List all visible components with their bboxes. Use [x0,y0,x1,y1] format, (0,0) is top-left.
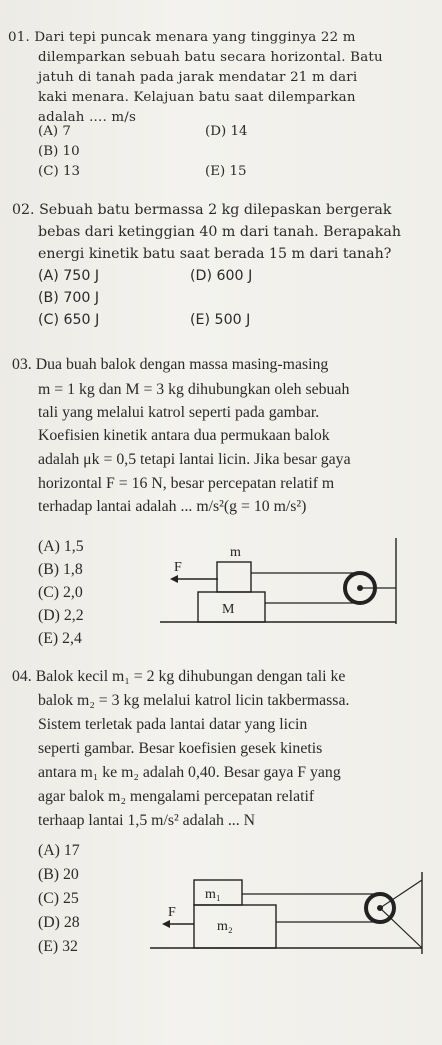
q4-option-c[interactable]: (C) 25 [38,890,79,907]
q3-mass-m-label: m [230,545,241,560]
q2-option-c[interactable]: (C) 650 J [38,312,100,328]
q3-option-d[interactable]: (D) 2,2 [38,607,84,624]
q3-block-m [217,562,251,592]
q1-line: jatuh di tanah pada jarak mendatar 21 m dari [38,70,358,85]
q1-line: adalah .... m/s [38,110,137,125]
q1-line: kaki menara. Kelajuan batu saat dilemparkan [38,90,356,105]
q3-option-e[interactable]: (E) 2,4 [38,630,82,647]
q3-option-b[interactable]: (B) 1,8 [38,561,83,578]
q3-force-arrowhead [170,575,178,583]
q4-line: antara m₁ ke m₂ adalah 0,40. Besar gaya F yang [38,764,341,781]
q1-line: 01. Dari tepi puncak menara yang tingginya 22 m [8,30,356,45]
q4-option-e[interactable]: (E) 32 [38,938,78,955]
q4-force-label: F [168,905,176,920]
q2-option-a[interactable]: (A) 750 J [38,268,100,284]
q2-line: energi kinetik batu saat berada 15 m dari tanah? [38,246,392,262]
q3-line: terhadap lantai adalah ... m/s²(g = 10 m/s²) [38,498,307,515]
q4-line: agar balok m₂ mengalami percepatan relatif [38,788,315,805]
q4-force-arrowhead [162,920,170,928]
q1-option-b[interactable]: (B) 10 [38,144,80,159]
q1-line: dilemparkan sebuah batu secara horizontal. Batu [38,50,383,65]
q4-pulley-diagram [150,872,440,964]
q3-line: Koefisien kinetik antara dua permukaan balok [38,427,330,444]
q4-line: seperti gambar. Besar koefisien gesek kinetis [38,740,323,757]
q3-pulley-diagram [160,530,420,630]
q1-option-c[interactable]: (C) 13 [38,164,80,179]
q3-line: m = 1 kg dan M = 3 kg dihubungkan oleh sebuah [38,381,350,398]
q4-block-m2 [194,905,276,948]
q2-option-b[interactable]: (B) 700 J [38,290,100,306]
q4-option-d[interactable]: (D) 28 [38,914,80,931]
q2-line: 02. Sebuah batu bermassa 2 kg dilepaskan bergerak [12,202,392,218]
q4-mass-m2-label: m₂ [217,919,233,934]
q1-option-e[interactable]: (E) 15 [205,164,247,179]
q4-line: terhaap lantai 1,5 m/s² adalah ... N [38,812,256,829]
q3-option-a[interactable]: (A) 1,5 [38,538,84,555]
q3-line: horizontal F = 16 N, besar percepatan relatif m [38,475,335,492]
q4-option-b[interactable]: (B) 20 [38,866,79,883]
q1-option-d[interactable]: (D) 14 [205,124,248,139]
q3-mass-M-label: M [222,602,235,617]
q4-option-a[interactable]: (A) 17 [38,842,80,859]
q3-line: tali yang melalui katrol seperti pada gambar. [38,404,320,421]
q4-pulley-mount-lower [380,908,422,948]
q4-mass-m1-label: m₁ [205,887,221,902]
q3-line: adalah μk = 0,5 tetapi lantai licin. Jika besar gaya [38,451,351,468]
q3-force-label: F [174,560,182,575]
q2-option-e[interactable]: (E) 500 J [190,312,251,328]
q4-line: balok m₂ = 3 kg melalui katrol licin takbermassa. [38,692,350,709]
q3-option-c[interactable]: (C) 2,0 [38,584,83,601]
q3-line: 03. Dua buah balok dengan massa masing-masing [12,356,329,373]
q4-line: 04. Balok kecil m₁ = 2 kg dihubungan dengan tali ke [12,668,346,685]
q2-option-d[interactable]: (D) 600 J [190,268,253,284]
q2-line: bebas dari ketinggian 40 m dari tanah. Berapakah [38,224,401,240]
q1-option-a[interactable]: (A) 7 [38,124,71,139]
q4-line: Sistem terletak pada lantai datar yang licin [38,716,308,733]
